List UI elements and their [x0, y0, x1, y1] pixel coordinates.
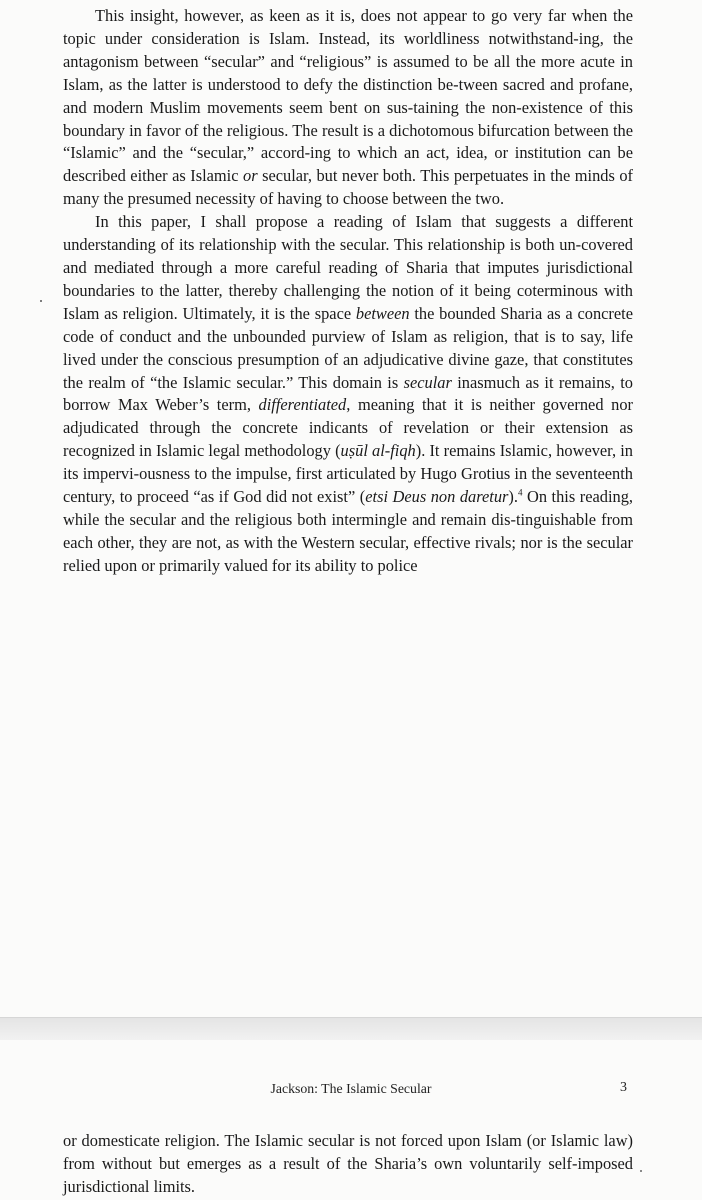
para2-s7: On this reading, while the secular and the religious both intermingle and remain dis-tinguishable from each other, they are not, as with the Western secular, effective rivals; nor is the secular relied upon or primarily valued for its ability to police — [63, 487, 633, 575]
continuation-paragraph: or domesticate religion. The Islamic secular is not forced upon Islam (or Islamic law) from without but emerges as a result of the Sharia’s own voluntarily self-imposed jurisdictional limits. — [63, 1131, 633, 1196]
para2-italic-usul: uṣūl al-fiqh — [340, 441, 416, 461]
footnote-marker[interactable]: 4 — [517, 487, 523, 498]
para2-italic-etsi: etsi Deus non daretur — [365, 487, 509, 507]
page-number: 3 — [620, 1080, 627, 1095]
body-text-page-2 — [63, 1130, 633, 1199]
body-text-page-1 — [63, 5, 633, 578]
para1-italic-or: or — [243, 166, 258, 186]
para1-text-end: secular, but never both. This perpetuates in the minds of many the presumed necessity of having to choose between the two. — [63, 166, 633, 209]
paragraph-1 — [63, 5, 633, 211]
para2-italic-between: between — [355, 303, 410, 323]
para2-s5: ). It remains Islamic, however, in its impervi-ousness to the impulse, first articulated by Hugo Grotius in the seventeenth century, to proceed “as if God did not exist” ( — [63, 441, 634, 507]
running-head: Jackson: The Islamic Secular — [270, 1081, 432, 1096]
para2-s6: ). — [508, 487, 518, 507]
para2-italic-differentiated: differentiated — [258, 395, 347, 415]
para2-s3: inasmuch as it remains, to borrow Max Weber’s term, — [63, 372, 633, 415]
para2-s2: the bounded Sharia as a concrete code of conduct and the unbounded purview of Islam as religion, that is to say, life lived under the conscious presumption of an adjudicative divine gaze, that constitutes the realm of “the Islamic secular.” This domain is — [63, 303, 633, 392]
para2-italic-secular: secular — [403, 372, 452, 392]
para1-text: This insight, however, as keen as it is, does not appear to go very far when the topic under consideration is Islam. Instead, its worldliness notwithstand-ing, the antagonism between “secular” and “religious” is assumed to be all the more acute in Islam, as the latter is understood to defy the distinction be-tween sacred and profane, and modern Muslim movements seem bent on sus-taining the non-existence of this boundary in favor of the religious. The result is a dichotomous bifurcation between the “Islamic” and the “secular,” accord-ing to which an act, idea, or institution can be described either as Islamic — [63, 6, 633, 186]
speck — [40, 300, 42, 302]
para2-s4: , meaning that it is neither governed nor adjudicated through the concrete indicants of revelation or their extension as recognized in Islamic legal methodology ( — [63, 395, 633, 461]
speck — [640, 1170, 642, 1172]
para2-s1: In this paper, I shall propose a reading of Islam that suggests a different understanding of its relationship with the secular. This relationship is both un-covered and mediated through a more careful reading of Sharia that imputes jurisdictional boundaries to the latter, thereby challenging the notion of it being coterminous with Islam as religion. Ultimately, it is the space — [63, 212, 633, 323]
page-gap — [0, 1017, 702, 1041]
paragraph-2 — [63, 211, 633, 578]
